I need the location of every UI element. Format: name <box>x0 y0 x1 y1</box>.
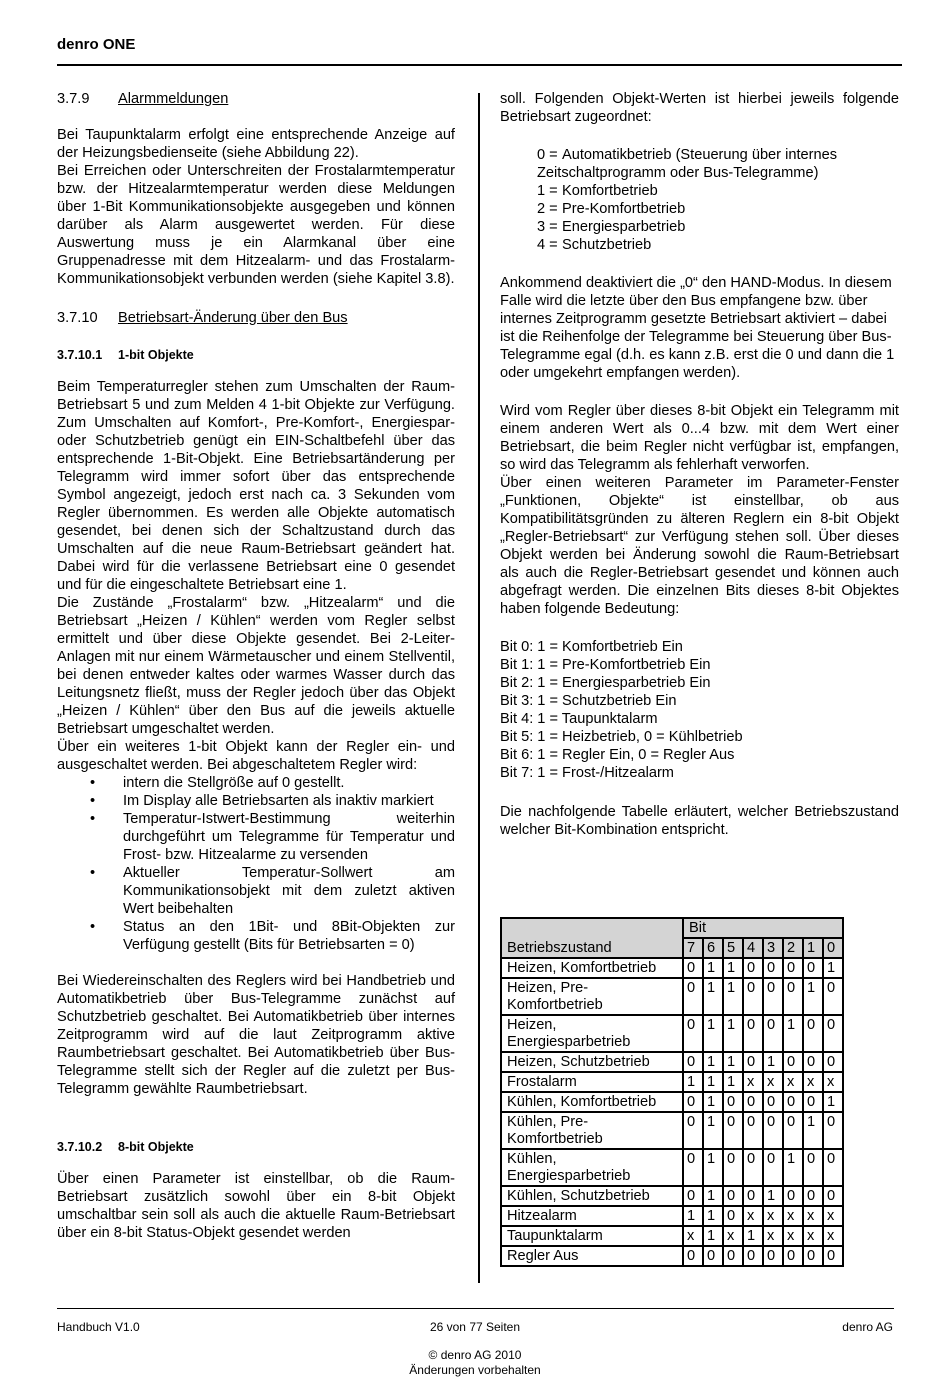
bit-value-cell: 1 <box>763 1052 783 1072</box>
bit-value-cell: 0 <box>683 1092 703 1112</box>
bit-value-cell: 1 <box>703 958 723 978</box>
bit-value-cell: 0 <box>823 978 843 1015</box>
bit-value-cell: 0 <box>723 1186 743 1206</box>
state-name-cell: Heizen, Komfortbetrieb <box>501 958 683 978</box>
bit-value-cell: 0 <box>823 1015 843 1052</box>
bit-value-cell: x <box>743 1206 763 1226</box>
bit-value-cell: x <box>683 1226 703 1246</box>
value-key: 3 = <box>537 219 558 235</box>
column-header-state: Betriebszustand <box>501 918 683 958</box>
state-name-cell: Taupunktalarm <box>501 1226 683 1246</box>
bit-number-header: 4 <box>743 938 763 958</box>
bit-value-cell: 0 <box>783 1112 803 1149</box>
bit-meaning-list <box>500 638 899 782</box>
bit-value-cell: x <box>823 1226 843 1246</box>
state-name-cell: Kühlen, Komfortbetrieb <box>501 1092 683 1112</box>
bit-value-cell: 0 <box>683 958 703 978</box>
section-title: 8-bit Objekte <box>118 1140 194 1154</box>
bit-value-cell: 0 <box>763 978 783 1015</box>
bit-value-cell: 0 <box>803 1052 823 1072</box>
bit-value-cell: x <box>763 1226 783 1246</box>
state-name-cell: Kühlen, Schutzbetrieb <box>501 1186 683 1206</box>
bit-value-cell: 0 <box>743 1092 763 1112</box>
bit-number-header: 7 <box>683 938 703 958</box>
bit-value-cell: 0 <box>783 1246 803 1266</box>
subsection-heading-3-7-10-2 <box>57 1138 455 1156</box>
bit-value-cell: 1 <box>703 1052 723 1072</box>
paragraph: Ankommend deaktiviert die „0“ den HAND-Modus. In diesem Falle wird die letzte über den Bus empfangene bzw. über internes Zeitprogramm gesetzte Betriebsart aktiviert – dabei ist die Reihenfolge der Telegramme bei Steuerung über Bus-Telegramme egal (d.h. es kann z.B. erst die 0 und dann die 1 oder umgekehrt empfangen werden). <box>500 275 895 381</box>
table-row <box>501 1186 843 1206</box>
table-header-row <box>501 918 843 938</box>
bit-value-cell: x <box>783 1226 803 1246</box>
table-row <box>501 1015 843 1052</box>
column-divider <box>478 93 480 1283</box>
list-item: Bit 2: 1 = Energiesparbetrieb Ein <box>500 675 711 691</box>
bit-value-cell: 1 <box>823 958 843 978</box>
section-number: 3.7.9 <box>57 91 90 107</box>
bit-value-cell: 0 <box>783 1092 803 1112</box>
section-number: 3.7.10.2 <box>57 1140 103 1154</box>
header-rule <box>57 64 902 66</box>
bit-value-cell: 0 <box>763 958 783 978</box>
bit-value-cell: 1 <box>703 1226 723 1246</box>
bit-value-cell: 0 <box>803 958 823 978</box>
bit-value-cell: 0 <box>763 1092 783 1112</box>
bit-combination-table <box>500 917 844 1267</box>
bit-value-cell: 0 <box>743 958 763 978</box>
bit-value-cell: 0 <box>823 1112 843 1149</box>
bit-value-cell: 0 <box>803 1092 823 1112</box>
bit-value-cell: 0 <box>823 1149 843 1186</box>
bit-value-cell: 1 <box>743 1226 763 1246</box>
table-row <box>501 1226 843 1246</box>
bit-value-cell: x <box>823 1206 843 1226</box>
bit-number-header: 1 <box>803 938 823 958</box>
table-row <box>501 1206 843 1226</box>
bit-value-cell: x <box>803 1206 823 1226</box>
bit-value-cell: 1 <box>723 1015 743 1052</box>
bit-value-cell: 0 <box>683 1112 703 1149</box>
value-text: Automatikbetrieb (Steuerung über internes Zeitschaltprogramm oder Bus-Telegramme) <box>537 147 838 181</box>
footer-copyright: © denro AG 2010 <box>428 1348 522 1362</box>
bit-value-cell: x <box>783 1206 803 1226</box>
bit-value-cell: 0 <box>763 1149 783 1186</box>
bit-value-cell: 0 <box>743 1186 763 1206</box>
bit-value-cell: x <box>803 1226 823 1246</box>
value-text: Energiesparbetrieb <box>562 219 686 235</box>
state-name-cell: Heizen, Schutzbetrieb <box>501 1052 683 1072</box>
bit-value-cell: 0 <box>683 1186 703 1206</box>
section-title: Betriebsart-Änderung über den Bus <box>118 310 348 326</box>
bit-number-header: 0 <box>823 938 843 958</box>
bit-value-cell: 0 <box>823 1052 843 1072</box>
table-row <box>501 958 843 978</box>
right-column <box>500 90 899 839</box>
bit-value-cell: 0 <box>683 1149 703 1186</box>
paragraph: Bei Taupunktalarm erfolgt eine entsprechende Anzeige auf der Heizungsbedienseite (siehe Abbildung 22). <box>57 127 455 161</box>
list-item: Bit 1: 1 = Pre-Komfortbetrieb Ein <box>500 657 711 673</box>
bit-value-cell: 0 <box>723 1206 743 1226</box>
paragraph: Über einen weiteren Parameter im Parameter-Fenster „Funktionen, Objekte“ ist einstellbar, ob aus Kompatibilitätsgründen zu älteren Reglern ein 8-bit Objekt „Regler-Betriebsart“ zur Verfügung stehen soll. Über dieses Objekt werden bei Änderung sowohl die Raum-Betriebsart als auch die Regler-Betriebsart gesendet und können auch abgefragt werden. Die einzelnen Bits dieses 8-bit Objektes haben folgende Bedeutung: <box>500 475 899 617</box>
paragraph: Über einen Parameter ist einstellbar, ob die Raum-Betriebsart zusätzlich sowohl über ein 8-bit Objekt umschaltbar sein soll als auch die aktuelle Raum-Betriebsart über ein 8-bit Status-Objekt gesendet werden <box>57 1171 455 1241</box>
state-name-cell: Kühlen, Energiesparbetrieb <box>501 1149 683 1186</box>
bit-value-cell: x <box>763 1206 783 1226</box>
bit-value-cell: 0 <box>743 1246 763 1266</box>
bit-value-cell: 0 <box>803 1015 823 1052</box>
bullet-list <box>57 774 455 954</box>
bit-value-cell: 0 <box>823 1186 843 1206</box>
mode-value-list <box>500 146 899 254</box>
bit-value-cell: x <box>823 1072 843 1092</box>
bit-value-cell: 1 <box>703 1072 723 1092</box>
bit-value-cell: x <box>763 1072 783 1092</box>
bit-value-cell: 0 <box>683 1246 703 1266</box>
list-item: Bit 0: 1 = Komfortbetrieb Ein <box>500 639 683 655</box>
table-row <box>501 1112 843 1149</box>
list-item: Bit 5: 1 = Heizbetrieb, 0 = Kühlbetrieb <box>500 729 743 745</box>
bit-value-cell: 1 <box>803 978 823 1015</box>
bit-value-cell: 0 <box>723 1092 743 1112</box>
list-item: • Temperatur-Istwert-Bestimmung weiterhin durchgeführt um Telegramme für Temperatur und Frost- bzw. Hitzealarme zu versenden <box>57 810 455 864</box>
state-name-cell: Regler Aus <box>501 1246 683 1266</box>
bit-value-cell: x <box>743 1072 763 1092</box>
state-name-cell: Heizen, Energiesparbetrieb <box>501 1015 683 1052</box>
state-name-cell: Kühlen, Pre-Komfortbetrieb <box>501 1112 683 1149</box>
footer-company: denro AG <box>842 1320 893 1334</box>
bit-number-header: 3 <box>763 938 783 958</box>
bit-value-cell: 1 <box>703 1112 723 1149</box>
bit-value-cell: 1 <box>703 1186 723 1206</box>
bit-value-cell: 1 <box>723 958 743 978</box>
state-name-cell: Frostalarm <box>501 1072 683 1092</box>
bit-value-cell: 0 <box>683 1052 703 1072</box>
state-name-cell: Hitzealarm <box>501 1206 683 1226</box>
bit-value-cell: 0 <box>723 1246 743 1266</box>
bit-value-cell: 0 <box>783 1186 803 1206</box>
footer-page-number: 26 von 77 Seiten <box>429 1320 521 1334</box>
bit-number-header: 5 <box>723 938 743 958</box>
document-header-title: denro ONE <box>57 36 136 53</box>
bit-value-cell: 1 <box>723 978 743 1015</box>
bit-value-cell: 1 <box>723 1072 743 1092</box>
table-row <box>501 1052 843 1072</box>
bit-value-cell: 1 <box>723 1052 743 1072</box>
list-item <box>500 236 899 254</box>
paragraph: Bei Wiedereinschalten des Reglers wird bei Handbetrieb und Automatikbetrieb über Bus-Telegramme zunächst auf Schutzbetrieb geschaltet. Bei Automatikbetrieb über internes Zeitprogramm wird auf die laut Zeitprogramm aktive Raumbetriebsart geschaltet. Bei Automatikbetrieb über Bus-Telegramme stellt sich der Regler auf die zuletzt per Bus-Telegramm gewählte Raumbetriebsart. <box>57 973 455 1097</box>
left-column <box>57 90 455 1242</box>
bit-value-cell: 0 <box>723 1149 743 1186</box>
bit-value-cell: 1 <box>703 978 723 1015</box>
bit-value-cell: 1 <box>783 1015 803 1052</box>
section-number: 3.7.10 <box>57 310 98 326</box>
list-item: Bit 3: 1 = Schutzbetrieb Ein <box>500 693 677 709</box>
bit-value-cell: 0 <box>743 1015 763 1052</box>
table-row <box>501 1149 843 1186</box>
bit-value-cell: 0 <box>783 978 803 1015</box>
paragraph: Über ein weiteres 1-bit Objekt kann der Regler ein- und ausgeschaltet werden. Bei abgeschaltetem Regler wird: <box>57 739 455 773</box>
bit-number-header: 2 <box>783 938 803 958</box>
bit-value-cell: 0 <box>763 1246 783 1266</box>
bit-value-cell: 0 <box>803 1149 823 1186</box>
value-text: Komfortbetrieb <box>562 183 658 199</box>
bit-value-cell: 0 <box>683 978 703 1015</box>
bit-value-cell: x <box>723 1226 743 1246</box>
bit-value-cell: 1 <box>683 1206 703 1226</box>
list-item: • Aktueller Temperatur-Sollwert am Kommunikationsobjekt mit dem zuletzt aktiven Wert beibehalten <box>57 864 455 918</box>
bit-value-cell: 0 <box>803 1186 823 1206</box>
bit-value-cell: 0 <box>763 1015 783 1052</box>
footer-manual-version: Handbuch V1.0 <box>57 1320 140 1334</box>
bit-value-cell: 0 <box>763 1112 783 1149</box>
value-key: 4 = <box>537 237 558 253</box>
bit-value-cell: 1 <box>783 1149 803 1186</box>
table-row <box>501 1092 843 1112</box>
bit-value-cell: 1 <box>683 1072 703 1092</box>
value-key: 2 = <box>537 201 558 217</box>
table-row <box>501 978 843 1015</box>
list-item: Bit 4: 1 = Taupunktalarm <box>500 711 658 727</box>
bit-value-cell: 0 <box>743 1149 763 1186</box>
list-item: Bit 7: 1 = Frost-/Hitzealarm <box>500 765 674 781</box>
list-item: • Status an den 1Bit- und 8Bit-Objekten zur Verfügung gestellt (Bits für Betriebsarten = 0) <box>57 918 455 954</box>
bit-number-header: 6 <box>703 938 723 958</box>
bit-value-cell: 0 <box>743 978 763 1015</box>
section-heading-3-7-10 <box>57 309 455 327</box>
value-text: Pre-Komfortbetrieb <box>562 201 686 217</box>
table-row <box>501 1246 843 1266</box>
section-title: Alarmmeldungen <box>118 91 229 107</box>
section-number: 3.7.10.1 <box>57 348 103 362</box>
bit-value-cell: 0 <box>803 1246 823 1266</box>
paragraph: Die Zustände „Frostalarm“ bzw. „Hitzealarm“ und die Betriebsart „Heizen / Kühlen“ werden vom Regler selbst ermittelt und über diese Objekte gesendet. Bei 2-Leiter-Anlagen mit nur einem Wärmetauscher und einem Stellventil, bei denen entweder kaltes oder warmes Wasser durch das Leitungsnetz fließt, muss der Regler jedoch über das Objekt „Heizen / Kühlen“ über den Bus auf die jeweils aktuelle Betriebsart umgeschaltet werden. <box>57 595 455 737</box>
bit-value-cell: 1 <box>763 1186 783 1206</box>
bit-value-cell: 0 <box>723 1112 743 1149</box>
bit-value-cell: 1 <box>703 1206 723 1226</box>
value-key: 0 = <box>537 147 558 163</box>
bit-value-cell: 0 <box>743 1112 763 1149</box>
footer-rule <box>57 1308 894 1309</box>
paragraph: Wird vom Regler über dieses 8-bit Objekt ein Telegramm mit einem anderen Wert als 0...4 bzw. mit dem Wert einer Betriebsart, die beim Regler nicht verfügbar ist, empfangen, so wird das Telegramm als fehlerhaft verworfen. <box>500 403 899 473</box>
paragraph: Bei Erreichen oder Unterschreiten der Frostalarmtemperatur bzw. der Hitzealarmtemperatur werden diese Meldungen über 1-Bit Kommunikationsobjekte ausgegeben und können darüber als Alarm ausgewertet werden. Für diese Auswertung muss je ein Alarmkanal über eine Gruppenadresse mit dem Hitzealarm- und das Frostalarm-Kommunikationsobjekt verbunden werden (siehe Kapitel 3.8). <box>57 163 455 287</box>
value-key: 1 = <box>537 183 558 199</box>
value-text: Schutzbetrieb <box>562 237 652 253</box>
bit-value-cell: 1 <box>703 1015 723 1052</box>
bit-value-cell: 1 <box>703 1092 723 1112</box>
paragraph: soll. Folgenden Objekt-Werten ist hierbei jeweils folgende Betriebsart zugeordnet: <box>500 91 899 125</box>
footer-notice: Änderungen vorbehalten <box>409 1363 541 1377</box>
list-item: Bit 6: 1 = Regler Ein, 0 = Regler Aus <box>500 747 735 763</box>
bit-value-cell: 0 <box>783 958 803 978</box>
bit-value-cell: x <box>803 1072 823 1092</box>
table-row <box>501 1072 843 1092</box>
bit-value-cell: 0 <box>703 1246 723 1266</box>
subsection-heading-3-7-10-1 <box>57 346 455 364</box>
paragraph: Beim Temperaturregler stehen zum Umschalten der Raum-Betriebsart 5 und zum Melden 4 1-bit Objekte zur Verfügung. Zum Umschalten auf Komfort-, Pre-Komfort-, Energiespar- oder Schutzbetrieb genügt ein EIN-Schaltbefehl über das entsprechende 1-Bit-Objekt. Eine Betriebsartänderung per Telegramm wird immer sofort über das entsprechende Symbol angezeigt, jedoch erst nach ca. 3 Sekunden vom Regler übernommen. Es werden alle Objekte automatisch gesendet, bei denen sich der Schaltzustand durch das Umschalten auf die neue Raum-Betriebsart geändert hat. Dabei wird für die verlassene Betriebsart eine 0 gesendet und für die eingeschaltete Betriebsart eine 1. <box>57 379 455 593</box>
section-title: 1-bit Objekte <box>118 348 194 362</box>
list-item <box>500 218 899 236</box>
bit-value-cell: 0 <box>743 1052 763 1072</box>
paragraph: Die nachfolgende Tabelle erläutert, welcher Betriebszustand welcher Bit-Kombination entspricht. <box>500 804 899 838</box>
bit-value-cell: 0 <box>683 1015 703 1052</box>
list-item <box>500 200 899 218</box>
list-item: • intern die Stellgröße auf 0 gestellt. <box>57 774 455 792</box>
bit-value-cell: 1 <box>803 1112 823 1149</box>
bit-value-cell: x <box>783 1072 803 1092</box>
bit-value-cell: 1 <box>703 1149 723 1186</box>
list-item <box>500 146 899 182</box>
list-item: • Im Display alle Betriebsarten als inaktiv markiert <box>57 792 455 810</box>
section-heading-3-7-9 <box>57 90 455 108</box>
column-header-bit: Bit <box>683 918 843 938</box>
bit-value-cell: 0 <box>823 1246 843 1266</box>
bit-value-cell: 1 <box>823 1092 843 1112</box>
state-name-cell: Heizen, Pre-Komfortbetrieb <box>501 978 683 1015</box>
bit-value-cell: 0 <box>783 1052 803 1072</box>
list-item <box>500 182 899 200</box>
